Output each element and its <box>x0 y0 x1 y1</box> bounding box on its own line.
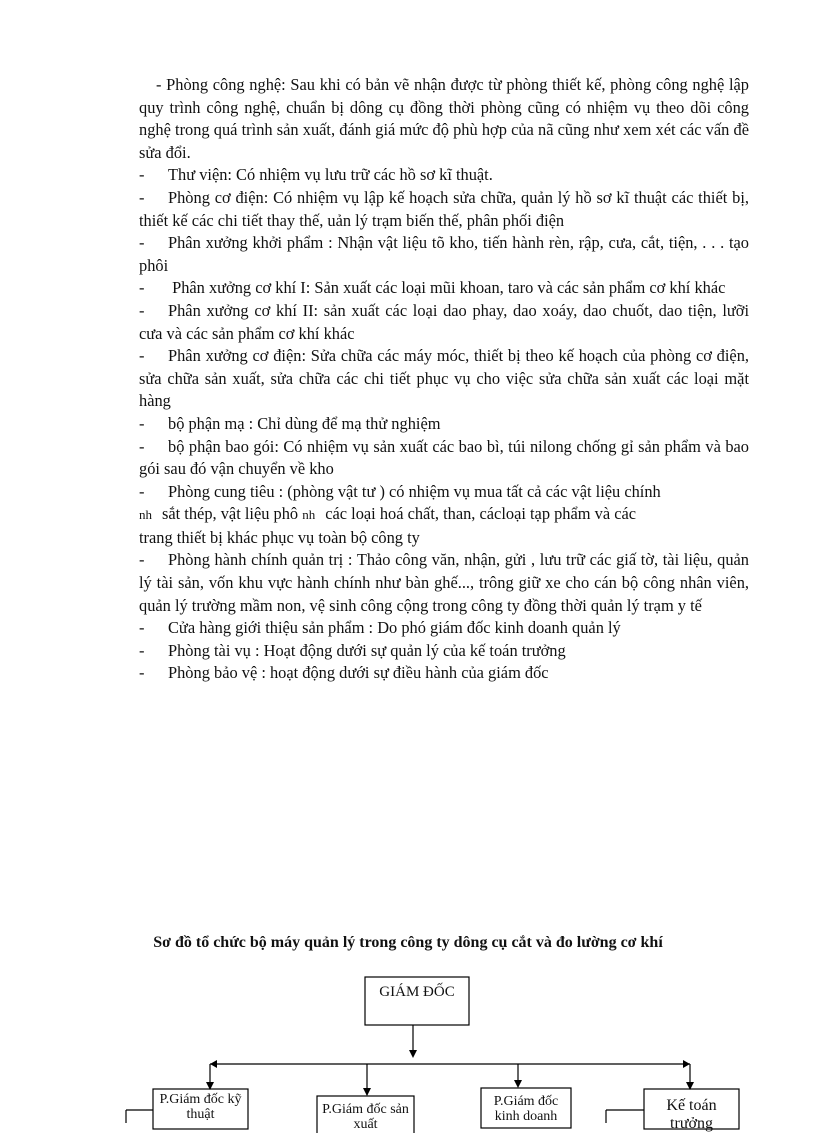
paragraph-tai-vu <box>139 640 749 663</box>
cung-tieu-mid1: sắt thép, vật liệu phô <box>162 504 299 524</box>
child-label-2: P.Giám đốc sản xuất <box>322 1102 409 1132</box>
paragraph-prefix: - <box>156 75 167 94</box>
root-label: GIÁM ĐỐC <box>379 984 455 1000</box>
paragraph-co-khi-1 <box>139 277 749 300</box>
root-arrow <box>409 1050 417 1058</box>
paragraph-prefix: - <box>139 550 145 570</box>
child-label-4: Kế toán trưởng <box>666 1097 717 1132</box>
paragraph-text: Phòng hành chính quản trị : Thảo công văn, nhận, gửi , lưu trữ các giấ tờ, tài liệu, quản lý tài sản, vốn khu vực hành chính như bàn ghế..., trông giữ xe cho cán bộ công nhân viên, quản lý trường mầm non, vệ sinh công cộng trong công ty đồng thời quản lý trạm y tế <box>139 550 749 615</box>
paragraph-cua-hang <box>139 617 749 640</box>
paragraph-prefix: - <box>139 278 145 298</box>
paragraph-prefix: - <box>139 618 145 638</box>
paragraph-text: Phân xưởng khởi phẩm : Nhận vật liệu tõ kho, tiến hành rèn, rập, cưa, cắt, tiện, . . . tạo phôi <box>139 233 749 275</box>
chart-title: Sơ đồ tổ chức bộ máy quản lý trong công ty dông cụ cắt và đo lường cơ khí <box>153 934 663 951</box>
paragraph-hanh-chinh <box>139 549 749 617</box>
paragraph-text: Phòng cơ điện: Có nhiệm vụ lập kế hoạch sửa chữa, quản lý hồ sơ kĩ thuật các thiết bị, thiết kế các chi tiết thay thế, uản lý trạm biến thế, phân phối điện <box>139 187 749 230</box>
paragraph-prefix: - <box>139 663 145 683</box>
paragraph-prefix: - <box>139 481 145 501</box>
cung-tieu-mid2: các loại hoá chất, than, cácloại tạp phẩm và các <box>325 504 637 524</box>
paragraph-co-khi-2 <box>139 300 749 345</box>
paragraph-text: Phân xưởng cơ khí II: sản xuất các loại dao phay, dao xoáy, dao chuốt, dao tiện, lưỡi cưa và các sản phẩm cơ khí khác <box>139 300 749 343</box>
bus-arrow-left <box>210 1060 217 1068</box>
paragraph-prefix: - <box>139 187 145 207</box>
paragraph-text: bộ phận bao gói: Có nhiệm vụ sản xuất các bao bì, túi nilong chống gỉ sản phẩm và bao gói sau đó vận chuyển về kho <box>139 436 749 479</box>
paragraph-text: Phân xưởng cơ điện: Sửa chữa các máy móc, thiết bị theo kế hoạch của phòng cơ điện, sửa chữa sản xuất, sửa chữa các chi tiết phục vụ cho việc sửa chữa sản xuất các loại mặt hàng <box>139 346 749 411</box>
paragraph-prefix: - <box>139 165 145 185</box>
paragraph-xuong-co-dien <box>139 345 749 413</box>
drop-arrow-3 <box>514 1080 522 1088</box>
paragraph-prefix: - <box>139 300 145 320</box>
paragraph-text: Thư viện: Có nhiệm vụ lưu trữ các hồ sơ kĩ thuật. <box>168 165 493 185</box>
cung-tieu-line1: Phòng cung tiêu : (phòng vật tư ) có nhiệm vụ mua tất cả các vật liệu chính <box>168 481 661 501</box>
cung-tieu-nh2: nh <box>302 507 316 523</box>
cung-tieu-nh1: nh <box>139 507 152 523</box>
paragraph-text: Phòng tài vụ : Hoạt động dưới sự quản lý của kế toán trưởng <box>168 640 566 660</box>
paragraph-prefix: - <box>139 640 145 660</box>
paragraph-bo-phan-ma <box>139 413 749 436</box>
paragraph-prefix: - <box>139 436 145 456</box>
paragraph-prefix: - <box>139 233 145 253</box>
paragraph-khoi-pham <box>139 232 749 277</box>
paragraph-cong-nghe <box>139 74 749 164</box>
paragraph-bao-goi <box>139 436 749 481</box>
paragraph-thu-vien <box>139 164 749 187</box>
paragraph-text: Phòng công nghệ: Sau khi có bản vẽ nhận được từ phòng thiết kế, phòng công nghệ lập quy trình công nghệ, chuẩn bị dông cụ đồng thời phòng cũng có nhiệm vụ theo dõi công nghệ trong quá trình sản xuất, đánh giá mức độ phù hợp của nã cũng như xem xét các vấn đề sửa đổi. <box>139 75 749 162</box>
paragraph-bao-ve <box>139 662 749 685</box>
drop-arrow-2 <box>363 1088 371 1096</box>
paragraph-prefix: - <box>139 346 145 366</box>
paragraph-text: Cửa hàng giới thiệu sản phẩm : Do phó giám đốc kinh doanh quản lý <box>168 618 621 638</box>
paragraph-cung-tieu <box>139 481 749 550</box>
bus-arrow-right <box>683 1060 690 1068</box>
paragraph-text: bộ phận mạ : Chỉ dùng để mạ thử nghiệm <box>168 413 441 433</box>
body-text <box>139 74 749 685</box>
paragraph-prefix: - <box>139 413 145 433</box>
paragraph-co-dien <box>139 187 749 232</box>
child-label-3: P.Giám đốc kinh doanh <box>493 1094 559 1124</box>
cung-tieu-line3: trang thiết bị khác phục vụ toàn bộ công ty <box>139 527 420 547</box>
child-label-1: P.Giám đốc kỹ thuật <box>159 1092 242 1122</box>
paragraph-text: Phân xưởng cơ khí I: Sản xuất các loại mũi khoan, taro và các sản phẩm cơ khí khác <box>168 278 726 298</box>
paragraph-text: Phòng bảo vệ : hoạt động dưới sự điều hành của giám đốc <box>168 663 549 683</box>
